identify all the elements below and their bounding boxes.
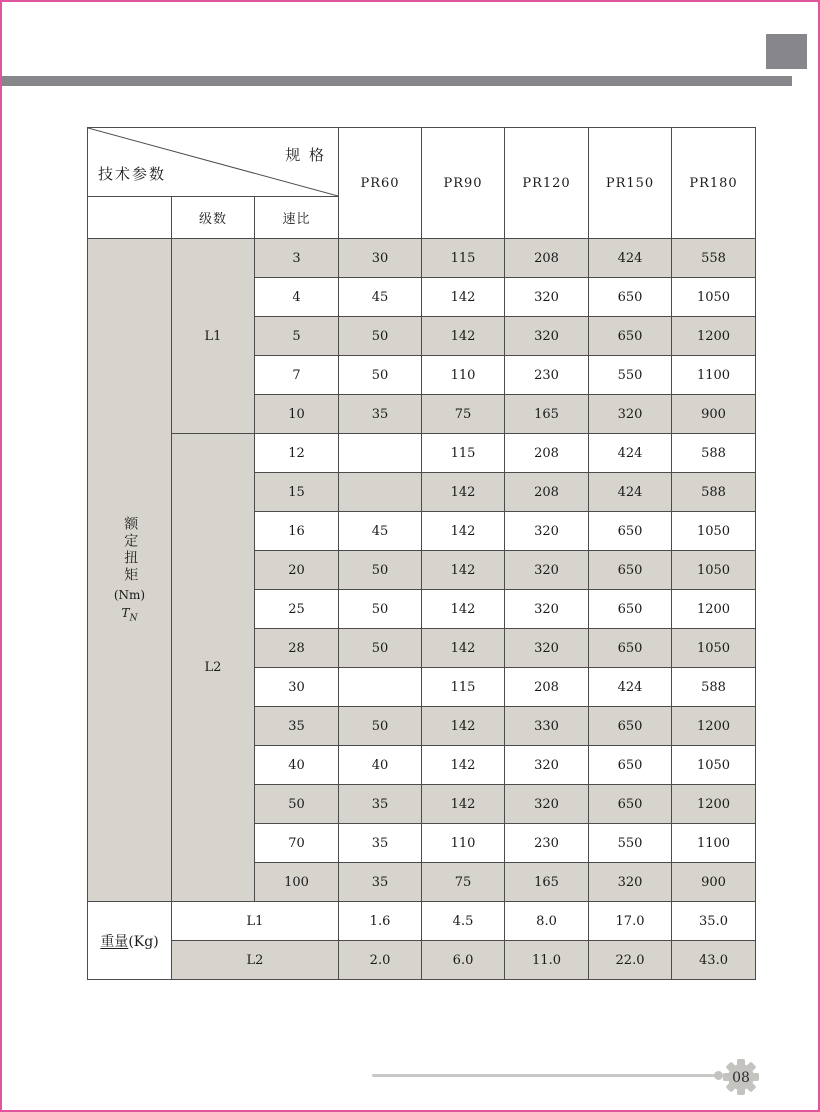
ratio-cell: 50 <box>255 785 339 824</box>
ratio-cell: 10 <box>255 395 339 434</box>
column-header-pr90: PR90 <box>422 128 505 239</box>
ratio-cell: 28 <box>255 629 339 668</box>
table-row <box>88 434 756 473</box>
value-cell: 550 <box>589 356 672 395</box>
value-cell: 330 <box>505 707 589 746</box>
value-cell: 900 <box>672 863 756 902</box>
table-header-row-1 <box>88 128 756 197</box>
group-cell-l1: L1 <box>172 239 255 434</box>
value-cell: 320 <box>505 590 589 629</box>
value-cell: 43.0 <box>672 941 756 980</box>
value-cell: 1200 <box>672 785 756 824</box>
value-cell: 142 <box>422 551 505 590</box>
value-cell: 35 <box>339 863 422 902</box>
empty-subheader-cell <box>88 197 172 239</box>
header-rule <box>2 76 792 86</box>
value-cell: 588 <box>672 668 756 707</box>
value-cell: 1050 <box>672 629 756 668</box>
value-cell: 142 <box>422 512 505 551</box>
value-cell: 1050 <box>672 278 756 317</box>
ratio-cell: 5 <box>255 317 339 356</box>
value-cell: 6.0 <box>422 941 505 980</box>
torque-label-cell <box>88 239 172 902</box>
value-cell: 650 <box>589 707 672 746</box>
ratio-cell: 70 <box>255 824 339 863</box>
value-cell: 50 <box>339 356 422 395</box>
value-cell: 8.0 <box>505 902 589 941</box>
value-cell: 320 <box>505 746 589 785</box>
value-cell: 142 <box>422 707 505 746</box>
value-cell <box>339 434 422 473</box>
ratio-cell: 16 <box>255 512 339 551</box>
value-cell: 1100 <box>672 356 756 395</box>
torque-symbol-letter: T <box>121 606 130 621</box>
value-cell: 320 <box>505 317 589 356</box>
value-cell: 650 <box>589 278 672 317</box>
value-cell: 650 <box>589 785 672 824</box>
value-cell: 550 <box>589 824 672 863</box>
value-cell: 320 <box>505 629 589 668</box>
gear-icon <box>721 1057 761 1097</box>
value-cell: 45 <box>339 278 422 317</box>
weight-unit-text: (Kg) <box>128 933 159 950</box>
ratio-cell: 35 <box>255 707 339 746</box>
corner-cell <box>88 128 339 197</box>
ratio-cell: 30 <box>255 668 339 707</box>
torque-unit-text: (Nm) <box>113 588 146 603</box>
ratio-cell: 40 <box>255 746 339 785</box>
subheader-stages: 级数 <box>172 197 255 239</box>
header-corner-block <box>766 34 807 69</box>
value-cell: 142 <box>422 317 505 356</box>
column-header-pr120: PR120 <box>505 128 589 239</box>
group-cell-l2: L2 <box>172 434 255 902</box>
value-cell: 320 <box>589 863 672 902</box>
value-cell: 650 <box>589 551 672 590</box>
value-cell: 110 <box>422 824 505 863</box>
ratio-cell: 7 <box>255 356 339 395</box>
value-cell: 320 <box>505 512 589 551</box>
value-cell: 22.0 <box>589 941 672 980</box>
value-cell: 75 <box>422 395 505 434</box>
value-cell: 50 <box>339 317 422 356</box>
value-cell: 424 <box>589 434 672 473</box>
ratio-cell: 12 <box>255 434 339 473</box>
value-cell <box>339 473 422 512</box>
value-cell: 320 <box>505 278 589 317</box>
value-cell: 35.0 <box>672 902 756 941</box>
weight-label-cell <box>88 902 172 980</box>
value-cell: 142 <box>422 746 505 785</box>
value-cell: 165 <box>505 863 589 902</box>
page-number: 08 <box>732 1070 750 1086</box>
value-cell: 650 <box>589 746 672 785</box>
value-cell: 900 <box>672 395 756 434</box>
table-row <box>88 902 756 941</box>
value-cell: 35 <box>339 785 422 824</box>
value-cell: 424 <box>589 473 672 512</box>
torque-symbol-text <box>122 606 138 623</box>
value-cell: 50 <box>339 590 422 629</box>
value-cell: 1050 <box>672 746 756 785</box>
column-header-pr60: PR60 <box>339 128 422 239</box>
value-cell: 115 <box>422 239 505 278</box>
value-cell: 1.6 <box>339 902 422 941</box>
value-cell: 208 <box>505 668 589 707</box>
value-cell: 142 <box>422 278 505 317</box>
value-cell: 558 <box>672 239 756 278</box>
weight-group-cell: L1 <box>172 902 339 941</box>
value-cell: 230 <box>505 824 589 863</box>
torque-symbol-subscript: N <box>129 613 138 624</box>
table-row <box>88 941 756 980</box>
value-cell: 115 <box>422 434 505 473</box>
value-cell: 115 <box>422 668 505 707</box>
ratio-cell: 4 <box>255 278 339 317</box>
value-cell: 110 <box>422 356 505 395</box>
value-cell: 75 <box>422 863 505 902</box>
ratio-cell: 3 <box>255 239 339 278</box>
ratio-cell: 15 <box>255 473 339 512</box>
value-cell: 588 <box>672 473 756 512</box>
value-cell: 208 <box>505 239 589 278</box>
table-row <box>88 239 756 278</box>
value-cell: 2.0 <box>339 941 422 980</box>
ratio-cell: 25 <box>255 590 339 629</box>
value-cell: 45 <box>339 512 422 551</box>
value-cell: 1050 <box>672 551 756 590</box>
value-cell: 424 <box>589 668 672 707</box>
page-number-badge <box>721 1057 761 1097</box>
ratio-cell: 100 <box>255 863 339 902</box>
value-cell: 1200 <box>672 590 756 629</box>
value-cell: 320 <box>589 395 672 434</box>
value-cell: 588 <box>672 434 756 473</box>
ratio-cell: 20 <box>255 551 339 590</box>
value-cell: 1200 <box>672 317 756 356</box>
value-cell <box>339 668 422 707</box>
value-cell: 208 <box>505 434 589 473</box>
value-cell: 50 <box>339 551 422 590</box>
value-cell: 208 <box>505 473 589 512</box>
value-cell: 230 <box>505 356 589 395</box>
value-cell: 30 <box>339 239 422 278</box>
value-cell: 1200 <box>672 707 756 746</box>
value-cell: 650 <box>589 590 672 629</box>
value-cell: 424 <box>589 239 672 278</box>
value-cell: 1050 <box>672 512 756 551</box>
value-cell: 142 <box>422 785 505 824</box>
value-cell: 142 <box>422 590 505 629</box>
column-header-pr150: PR150 <box>589 128 672 239</box>
value-cell: 650 <box>589 317 672 356</box>
value-cell: 650 <box>589 512 672 551</box>
torque-label-text: 额定扭矩 <box>122 516 139 585</box>
value-cell: 35 <box>339 824 422 863</box>
value-cell: 11.0 <box>505 941 589 980</box>
corner-label-spec: 规 格 <box>285 146 327 164</box>
column-header-pr180: PR180 <box>672 128 756 239</box>
spec-table <box>87 127 756 980</box>
value-cell: 50 <box>339 707 422 746</box>
value-cell: 50 <box>339 629 422 668</box>
footer-rule <box>372 1074 716 1077</box>
value-cell: 142 <box>422 473 505 512</box>
subheader-ratio: 速比 <box>255 197 339 239</box>
value-cell: 1100 <box>672 824 756 863</box>
value-cell: 4.5 <box>422 902 505 941</box>
value-cell: 17.0 <box>589 902 672 941</box>
value-cell: 142 <box>422 629 505 668</box>
value-cell: 650 <box>589 629 672 668</box>
value-cell: 320 <box>505 551 589 590</box>
value-cell: 35 <box>339 395 422 434</box>
weight-label-text: 重量 <box>100 933 129 950</box>
value-cell: 320 <box>505 785 589 824</box>
value-cell: 165 <box>505 395 589 434</box>
value-cell: 40 <box>339 746 422 785</box>
weight-group-cell: L2 <box>172 941 339 980</box>
corner-label-params: 技术参数 <box>98 165 167 183</box>
